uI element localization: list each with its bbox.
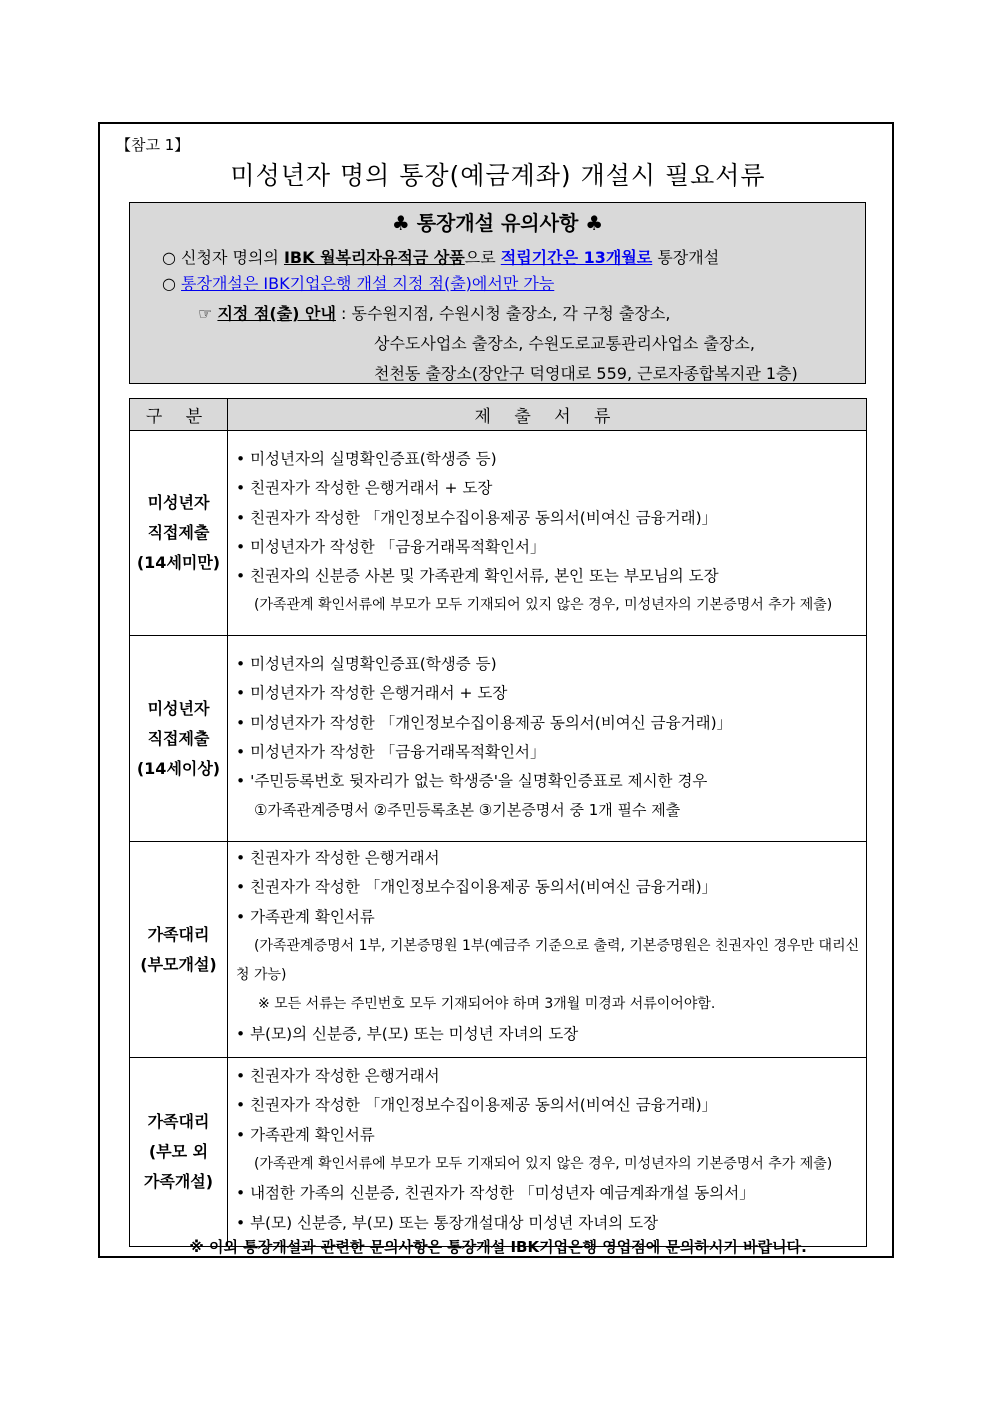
pointing-hand-icon: ☞: [198, 304, 218, 323]
document-item: • 미성년자가 작성한 은행거래서 + 도장: [236, 684, 508, 703]
table-header-row: [130, 399, 867, 431]
document-item: • 미성년자의 실명확인증표(학생증 등): [236, 655, 497, 673]
category-line: 가족대리: [147, 924, 210, 944]
document-item: • 가족관계 확인서류: [236, 1125, 375, 1144]
document-item: • 친권자가 작성한 은행거래서 + 도장: [236, 479, 493, 498]
notice-line-1-suffix: 통장개설: [652, 248, 720, 267]
document-item: • 친권자가 작성한 은행거래서: [236, 1067, 440, 1086]
category-line: (14세이상): [136, 758, 221, 778]
category-line: 미성년자: [147, 698, 210, 718]
header-documents: 제 출 서 류: [228, 399, 867, 431]
category-line: 가족개설): [143, 1171, 214, 1191]
footer-note: ※ 이외 통장개설과 관련한 문의사항은 통장개설 IBK기업은행 영업점에 문의하시기 바랍니다.: [189, 1238, 807, 1256]
notice-box: [129, 202, 866, 384]
category-line: (14세미만): [136, 553, 221, 572]
branch-list-3: 천천동 출장소(장안구 덕영대로 559, 근로자종합복지관 1층): [374, 364, 798, 383]
document-item: • 친권자의 신분증 사본 및 가족관계 확인서류, 본인 또는 부모님의 도장: [236, 567, 719, 586]
document-item: • 부(모) 신분증, 부(모) 또는 통장개설대상 미성년 자녀의 도장: [236, 1213, 659, 1232]
document-note: (가족관계증명서 1부, 기본증명원 1부(예금주 기준으로 출력, 기본증명원은 친권자인 경우만 대리신청 가능): [236, 937, 860, 984]
document-note: ①가족관계증명서 ②주민등록초본 ③기본증명서 중 1개 필수 제출: [254, 801, 681, 820]
notice-line-2-prefix: ○: [162, 274, 182, 293]
document-item: • 내점한 가족의 신분증, 친권자가 작성한 「미성년자 예금계좌개설 동의서」: [236, 1184, 755, 1203]
category-cell: [130, 636, 228, 842]
designated-branch-label: 지정 점(출) 안내: [217, 304, 336, 323]
document-item: • 미성년자가 작성한 「금융거래목적확인서」: [236, 742, 546, 761]
documents-cell: [228, 431, 867, 636]
header-category: 구 분: [130, 399, 228, 431]
document-item: • 친권자가 작성한 「개인정보수집이용제공 동의서(비여신 금융거래)」: [236, 508, 718, 527]
category-line: 가족대리: [147, 1111, 210, 1131]
document-item: • 친권자가 작성한 「개인정보수집이용제공 동의서(비여신 금융거래)」: [236, 878, 718, 897]
table-row: [130, 636, 867, 842]
table-row: [130, 1058, 867, 1247]
table-row: [130, 842, 867, 1058]
branch-list-2: 상수도사업소 출장소, 수원도로교통관리사업소 출장소,: [374, 334, 755, 353]
documents-cell: [228, 842, 867, 1058]
category-line: 직접제출: [147, 523, 210, 542]
product-name: IBK 월복리자유적금 상품: [283, 248, 465, 267]
document-warning: ※ 모든 서류는 주민번호 모두 기재되어야 하며 3개월 미경과 서류이어야함.: [258, 996, 716, 1013]
notice-line-1-mid: 으로: [464, 248, 501, 267]
category-line: (부모개설): [140, 954, 217, 974]
category-line: 미성년자: [147, 493, 210, 512]
notice-line-3: [198, 301, 670, 324]
document-item: • '주민등록번호 뒷자리가 없는 학생증'을 실명확인증표로 제시한 경우: [236, 772, 708, 791]
document-item: • 미성년자의 실명확인증표(학생증 등): [236, 450, 497, 468]
documents-cell: [228, 636, 867, 842]
document-item: • 부(모)의 신분증, 부(모) 또는 미성년 자녀의 도장: [236, 1024, 579, 1043]
notice-line-1-prefix: ○ 신청자 명의의: [162, 248, 284, 267]
notice-title: ♣ 통장개설 유의사항 ♣: [391, 211, 604, 235]
notice-line-1: [162, 245, 719, 268]
savings-period: 적립기간은 13개월로: [500, 248, 653, 267]
category-cell: [130, 842, 228, 1058]
category-line: 직접제출: [147, 728, 210, 748]
document-item: • 미성년자가 작성한 「금융거래목적확인서」: [236, 537, 546, 556]
document-note: (가족관계 확인서류에 부모가 모두 기재되어 있지 않은 경우, 미성년자의 기본증명서 추가 제출): [254, 1155, 833, 1172]
reference-label: 【참고 1】: [116, 136, 190, 154]
document-note: (가족관계 확인서류에 부모가 모두 기재되어 있지 않은 경우, 미성년자의 기본증명서 추가 제출): [254, 597, 833, 614]
document-item: • 친권자가 작성한 「개인정보수집이용제공 동의서(비여신 금융거래)」: [236, 1096, 718, 1115]
document-item: • 미성년자가 작성한 「개인정보수집이용제공 동의서(비여신 금융거래)」: [236, 713, 733, 732]
document-item: • 가족관계 확인서류: [236, 907, 375, 926]
page-title: 미성년자 명의 통장(예금계좌) 개설시 필요서류: [230, 161, 766, 190]
category-line: (부모 외: [148, 1141, 209, 1161]
designated-branch-notice: 통장개설은 IBK기업은행 개설 지정 점(출)에서만 가능: [181, 274, 555, 293]
category-cell: [130, 431, 228, 636]
notice-line-2: [162, 271, 554, 294]
document-item: • 친권자가 작성한 은행거래서: [236, 849, 440, 867]
category-cell: [130, 1058, 228, 1247]
documents-cell: [228, 1058, 867, 1247]
documents-table: [129, 398, 867, 1247]
branch-list-1: : 동수원지점, 수원시청 출장소, 각 구청 출장소,: [335, 304, 671, 323]
table-row: [130, 431, 867, 636]
